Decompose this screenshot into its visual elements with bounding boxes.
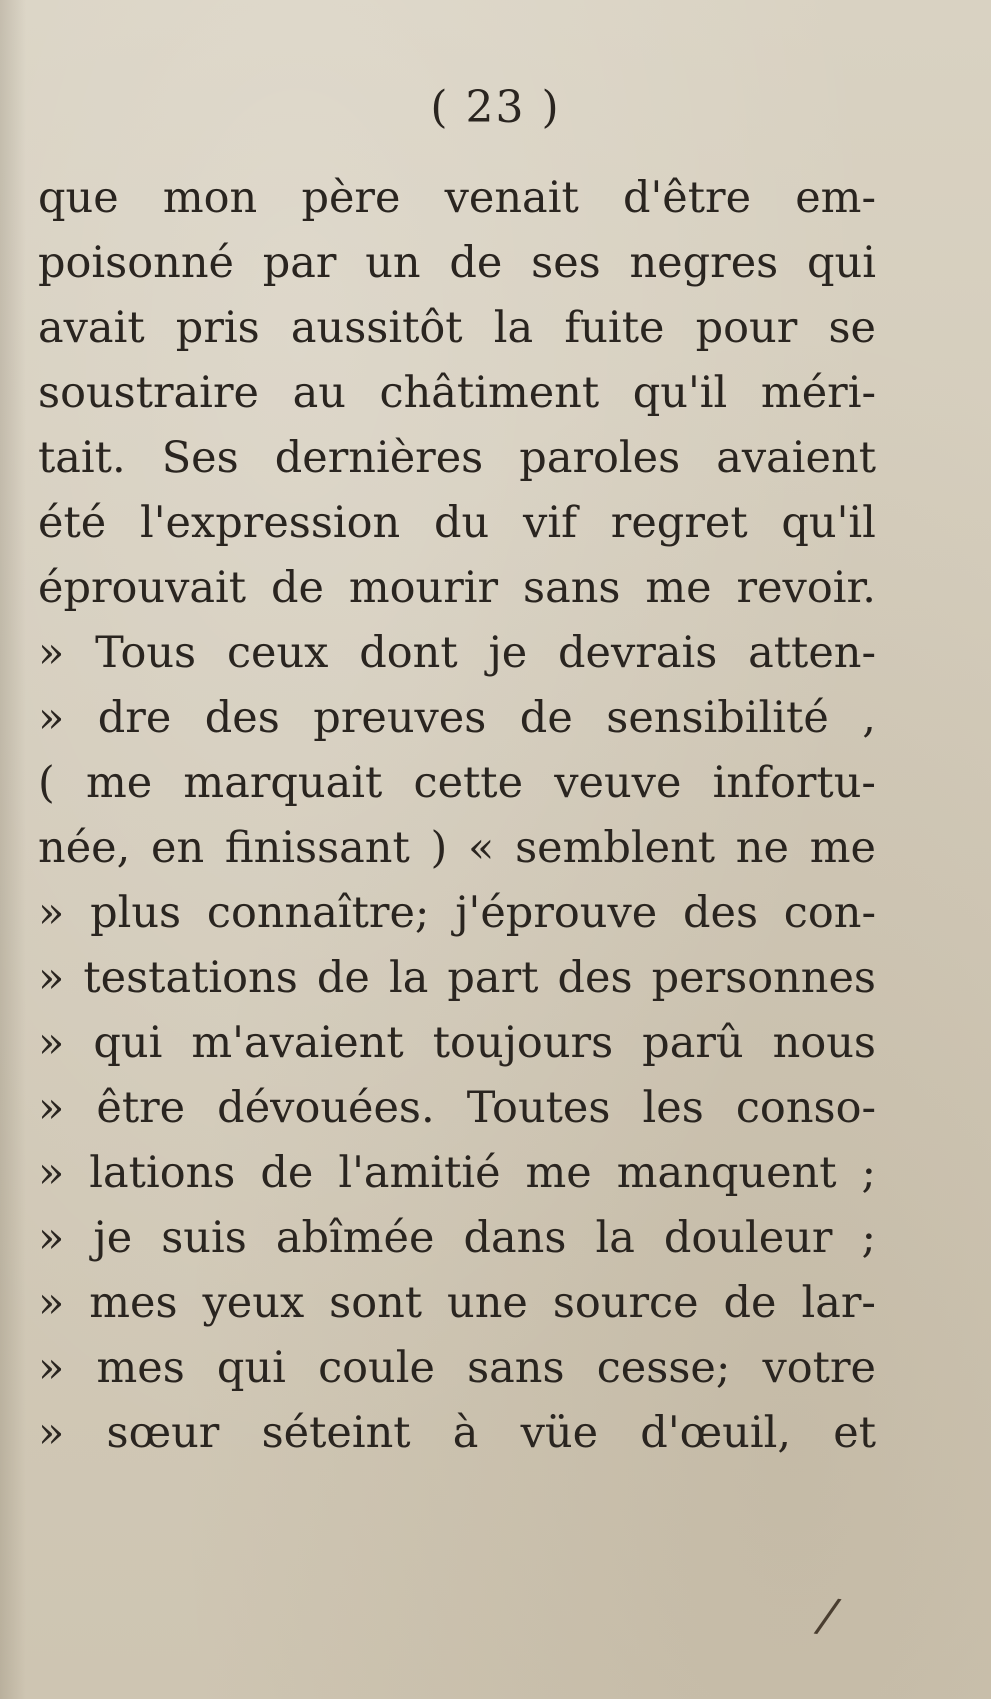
word: ne — [735, 823, 789, 873]
word: Tous — [95, 628, 197, 678]
text-line — [38, 621, 876, 686]
word: ; — [861, 1148, 876, 1198]
word: tait. — [38, 433, 126, 483]
text-line — [38, 426, 876, 491]
word: sans — [467, 1343, 565, 1393]
word: au — [292, 368, 346, 418]
text-line — [38, 1206, 876, 1271]
word: conso- — [735, 1083, 876, 1133]
text-line — [38, 1141, 876, 1206]
word: j'éprouve — [455, 888, 658, 938]
text-line — [38, 751, 876, 816]
word: parû — [642, 1018, 744, 1068]
word: » — [38, 628, 65, 678]
word: se — [828, 303, 876, 353]
word: la — [388, 953, 429, 1003]
word: me — [645, 563, 712, 613]
word: ceux — [226, 628, 329, 678]
word: vüe — [520, 1408, 599, 1458]
word: de — [260, 1148, 314, 1198]
text-line — [38, 556, 876, 621]
word: abîmée — [275, 1213, 435, 1263]
word: » — [38, 1083, 65, 1133]
word: séteint — [261, 1408, 411, 1458]
word: semblent — [515, 823, 716, 873]
word: » — [38, 1148, 65, 1198]
word: ; — [861, 1213, 876, 1263]
word: avaient — [716, 433, 876, 483]
word: infortu- — [712, 758, 876, 808]
text-line — [38, 361, 876, 426]
word: testations — [83, 953, 298, 1003]
word: châtiment — [379, 368, 600, 418]
word: et — [833, 1408, 876, 1458]
text-line — [38, 1076, 876, 1141]
word: » — [38, 1278, 65, 1328]
word: mes — [89, 1278, 178, 1328]
word: des — [557, 953, 633, 1003]
word: de — [270, 563, 324, 613]
word: mourir — [348, 563, 499, 613]
text-line — [38, 1336, 876, 1401]
word: je — [93, 1213, 133, 1263]
word: la — [493, 303, 534, 353]
word: » — [38, 953, 65, 1003]
text-line — [38, 816, 876, 881]
word: » — [38, 1213, 65, 1263]
margin-mark: / — [816, 1587, 840, 1643]
word: qu'il — [781, 498, 876, 548]
word: finissant — [224, 823, 410, 873]
word: dernières — [274, 433, 484, 483]
word: mon — [162, 173, 258, 223]
word: à — [452, 1408, 479, 1458]
word: qui — [216, 1343, 286, 1393]
word: méri- — [760, 368, 876, 418]
word: du — [434, 498, 490, 548]
word: je — [488, 628, 528, 678]
word: pour — [695, 303, 798, 353]
word: source — [552, 1278, 699, 1328]
word: me — [85, 758, 153, 808]
word: en — [151, 823, 205, 873]
text-line — [38, 1401, 876, 1466]
word: dans — [463, 1213, 567, 1263]
word: avait — [38, 303, 145, 353]
word: vif — [523, 498, 578, 548]
word: père — [301, 173, 401, 223]
word: de — [316, 953, 370, 1003]
word: être — [96, 1083, 186, 1133]
word: soustraire — [38, 368, 259, 418]
word: des — [682, 888, 759, 938]
word: part — [447, 953, 539, 1003]
word: pris — [175, 303, 260, 353]
word: l'expression — [139, 498, 401, 548]
word: éprouvait — [38, 563, 247, 613]
word: suis — [161, 1213, 247, 1263]
word: devrais — [558, 628, 718, 678]
word: veuve — [554, 758, 682, 808]
word: l'amitié — [338, 1148, 501, 1198]
text-line — [38, 881, 876, 946]
word: poisonné — [38, 238, 234, 288]
page-number: ( 23 ) — [430, 82, 561, 133]
body-text — [38, 166, 876, 1466]
word: sensibilité — [606, 693, 829, 743]
text-line — [38, 166, 876, 231]
word: m'avaient — [191, 1018, 404, 1068]
word: qu'il — [632, 368, 728, 418]
word: marquait — [183, 758, 383, 808]
word: » — [38, 1343, 65, 1393]
text-line — [38, 1011, 876, 1076]
word: qui — [807, 238, 876, 288]
text-line — [38, 491, 876, 556]
word: d'être — [622, 173, 752, 223]
word: nous — [772, 1018, 876, 1068]
word: cette — [413, 758, 524, 808]
word: preuves — [313, 693, 487, 743]
word: venait — [444, 173, 579, 223]
word: negres — [629, 238, 779, 288]
word: de — [519, 693, 573, 743]
word: em- — [795, 173, 876, 223]
word: dévouées. — [217, 1083, 435, 1133]
word: une — [447, 1278, 528, 1328]
word: paroles — [519, 433, 681, 483]
word: me — [809, 823, 876, 873]
word: la — [595, 1213, 635, 1263]
word: ( — [38, 758, 55, 808]
text-line — [38, 686, 876, 751]
text-line — [38, 231, 876, 296]
word: votre — [762, 1343, 876, 1393]
word: par — [262, 238, 337, 288]
word: de — [449, 238, 503, 288]
word: dont — [359, 628, 458, 678]
word: yeux — [202, 1278, 305, 1328]
word: lar- — [801, 1278, 876, 1328]
text-line — [38, 946, 876, 1011]
word: toujours — [432, 1018, 614, 1068]
word: les — [642, 1083, 704, 1133]
text-line — [38, 1271, 876, 1336]
word: d'œuil, — [640, 1408, 792, 1458]
word: me — [525, 1148, 592, 1198]
word: » — [38, 693, 65, 743]
word: Ses — [161, 433, 239, 483]
text-line — [38, 296, 876, 361]
word: sœur — [106, 1408, 220, 1458]
word: née, — [38, 823, 131, 873]
word: ses — [531, 238, 601, 288]
word: de — [723, 1278, 777, 1328]
word: » — [38, 1408, 65, 1458]
word: dre — [97, 693, 172, 743]
word: douleur — [663, 1213, 833, 1263]
word: connaître; — [206, 888, 430, 938]
word: plus — [90, 888, 182, 938]
word: manquent — [616, 1148, 837, 1198]
word: coule — [318, 1343, 435, 1393]
word: Toutes — [466, 1083, 611, 1133]
word: personnes — [651, 953, 876, 1003]
word: con- — [783, 888, 876, 938]
word: fuite — [564, 303, 665, 353]
word: » — [38, 1018, 65, 1068]
word: lations — [89, 1148, 236, 1198]
word: des — [204, 693, 280, 743]
word: « — [468, 823, 495, 873]
word: regret — [610, 498, 748, 548]
word: atten- — [748, 628, 876, 678]
word: cesse; — [596, 1343, 731, 1393]
word: » — [38, 888, 65, 938]
word: , — [862, 693, 876, 743]
word: que — [38, 173, 119, 223]
word: aussitôt — [290, 303, 463, 353]
word: qui — [93, 1018, 163, 1068]
word: mes — [96, 1343, 185, 1393]
word: sans — [523, 563, 621, 613]
word: un — [365, 238, 421, 288]
word: ) — [430, 823, 448, 873]
word: été — [38, 498, 107, 548]
word: revoir. — [736, 563, 876, 613]
word: sont — [329, 1278, 423, 1328]
